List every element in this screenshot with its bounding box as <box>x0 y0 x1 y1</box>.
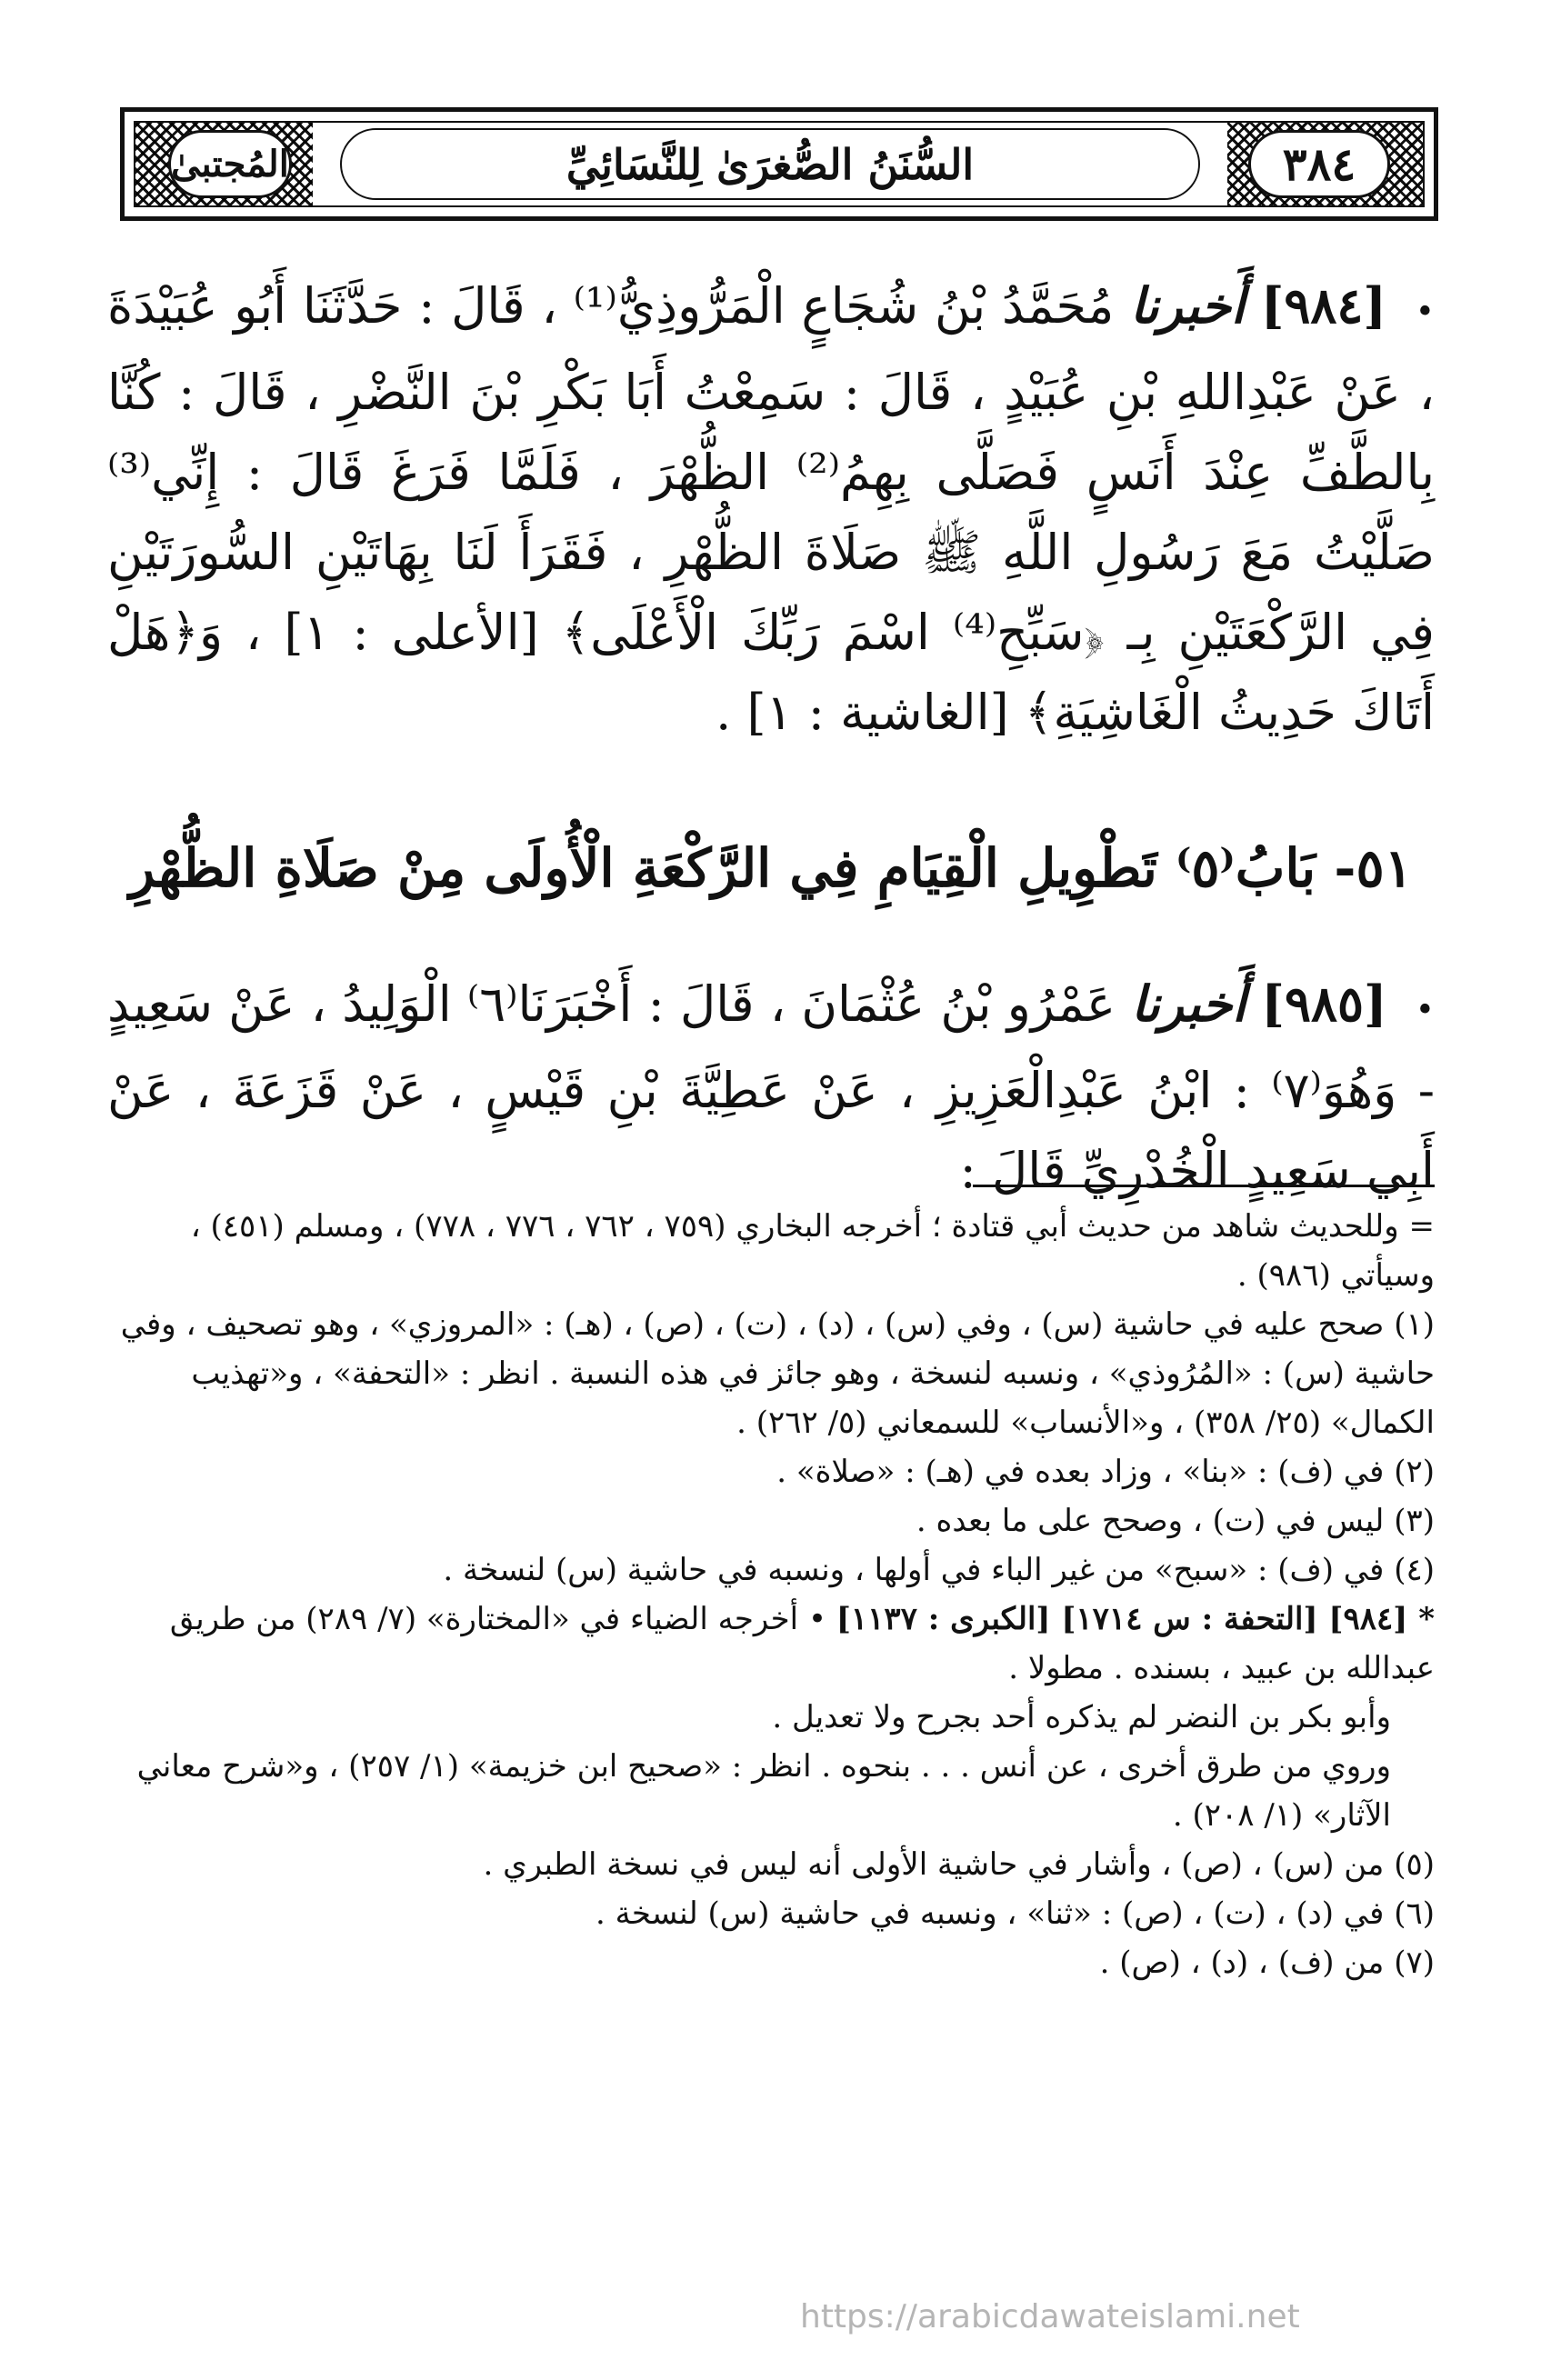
takhrij-body: • أخرجه الضياء في «المختارة» (٧/ ٢٨٩) من طريق عبدالله بن عبيد ، بسنده . مطولا . <box>169 1601 1435 1686</box>
takhrij-head: * [٩٨٤] [التحفة : س ١٧١٤] [الكبرى : ١١٣٧] <box>836 1601 1435 1637</box>
footnote-separator <box>973 1185 1435 1187</box>
hadith-text: عَمْرُو بْنُ عُثْمَانَ ، قَالَ : أَخْبَرَنَا⁽٦⁾ الْوَلِيدُ ، عَنْ سَعِيدٍ - وَهُوَ⁽٧⁾ : ابْنُ عَبْدِالْعَزِيزِ ، عَنْ عَطِيَّةَ بْنِ قَيْسٍ ، عَنْ قَزَعَةَ ، عَنْ أَبِي سَعِيدٍ الْخُدْرِيِّ قَالَ : <box>107 975 1435 1199</box>
running-title: السُّنَنُ الصُّغرَىٰ لِلنَّسَائِيِّ <box>565 139 975 189</box>
hadith-bullet: • <box>1415 294 1435 331</box>
footnote-3: (٣) ليس في (ت) ، وصحح على ما بعده . <box>916 1503 1435 1539</box>
page-number: ٣٨٤ <box>1248 130 1390 198</box>
footnote-4: (٤) في (ف) : «سبح» من غير الباء في أولها ، ونسبه في حاشية (س) لنسخة . <box>443 1552 1435 1588</box>
title-cartouche <box>340 128 1200 200</box>
hadith-number: [٩٨٥] <box>1261 975 1387 1033</box>
footnotes <box>107 1202 1435 1987</box>
footnote-2: (٢) في (ف) : «بنا» ، وزاد بعده في (هـ) : «صلاة» . <box>776 1454 1435 1490</box>
header-frame <box>134 121 1425 207</box>
series-badge: المُجتبىٰ <box>168 130 292 198</box>
takhrij-984 <box>107 1595 1435 1693</box>
footnote-5: (٥) من (س) ، (ص) ، وأشار في حاشية الأولى أنه ليس في نسخة الطبري . <box>483 1846 1435 1883</box>
hadith-opening: أَخبرنا <box>1131 975 1246 1033</box>
footnote-continuation: = وللحديث شاهد من حديث أبي قتادة ؛ أخرجه البخاري (٧٥٩ ، ٧٦٢ ، ٧٧٦ ، ٧٧٨) ، ومسلم (٤٥١) ، وسيأتي (٩٨٦) . <box>190 1208 1435 1294</box>
hadith-opening: أَخبرنا <box>1130 276 1246 335</box>
footnote-7: (٧) من (ف) ، (د) ، (ص) . <box>1099 1945 1435 1981</box>
watermark-url: https://arabicdawateislami.net <box>800 2298 1300 2335</box>
chapter-heading: ٥١- بَابُ⁽٥⁾ تَطْوِيلِ الْقِيَامِ فِي الرَّكْعَةِ الْأُولَى مِنْ صَلَاةِ الظُّهْرِ <box>129 837 1413 899</box>
hadith-text: مُحَمَّدُ بْنُ شُجَاعٍ الْمَرُّوذِيُّ⁽¹⁾ ، قَالَ : حَدَّثَنَا أَبُو عُبَيْدَةَ ، عَنْ عَبْدِاللهِ بْنِ عُبَيْدٍ ، قَالَ : سَمِعْتُ أَبَا بَكْرِ بْنَ النَّضْرِ ، قَالَ : كُنَّا بِالطَّفِّ عِنْدَ أَنَسٍ فَصَلَّى بِهِمُ⁽²⁾ الظُّهْرَ ، فَلَمَّا فَرَغَ قَالَ : إِنِّي⁽³⁾ صَلَّيْتُ مَعَ رَسُولِ اللَّهِ ﷺ صَلَاةَ الظُّهْرِ ، فَقَرَأَ لَنَا بِهَاتَيْنِ السُّورَتَيْنِ فِي الرَّكْعَتَيْنِ بِـ ﴿سَبِّحِ⁽⁴⁾ اسْمَ رَبِّكَ الْأَعْلَى﴾ [الأعلى : ١] ، وَ﴿هَلْ أَتَاكَ حَدِيثُ الْغَاشِيَةِ﴾ [الغاشية : ١] . <box>107 277 1435 741</box>
hadith-number: [٩٨٤] <box>1260 276 1386 335</box>
takhrij-paragraph-3: وروي من طرق أخرى ، عن أنس . . . بنحوه . انظر : «صحيح ابن خزيمة» (١/ ٢٥٧) ، و«شرح معاني الآثار» (١/ ٢٠٨) . <box>136 1748 1391 1834</box>
footnote-6: (٦) في (د) ، (ت) ، (ص) : «ثنا» ، ونسبه في حاشية (س) لنسخة . <box>595 1895 1435 1932</box>
footnote-1: (١) صحح عليه في حاشية (س) ، وفي (س) ، (د) ، (ت) ، (ص) ، (هـ) : «المروزي» ، وهو تصحيف ، وفي حاشية (س) : «المُرُوذي» ، ونسبه لنسخة ، وهو جائز في هذه النسبة . انظر : «التحفة» ، و«تهذيب الكمال» (٢٥/ ٣٥٨) ، و«الأنساب» للسمعاني (٥/ ٢٦٢) . <box>120 1306 1435 1441</box>
hadith-bullet: • <box>1415 992 1435 1029</box>
takhrij-paragraph-2: وأبو بكر بن النضر لم يذكره أحد بجرح ولا تعديل . <box>772 1699 1391 1735</box>
hadith-985 <box>107 964 1435 1211</box>
hadith-984 <box>107 265 1435 753</box>
page-header <box>120 107 1438 221</box>
